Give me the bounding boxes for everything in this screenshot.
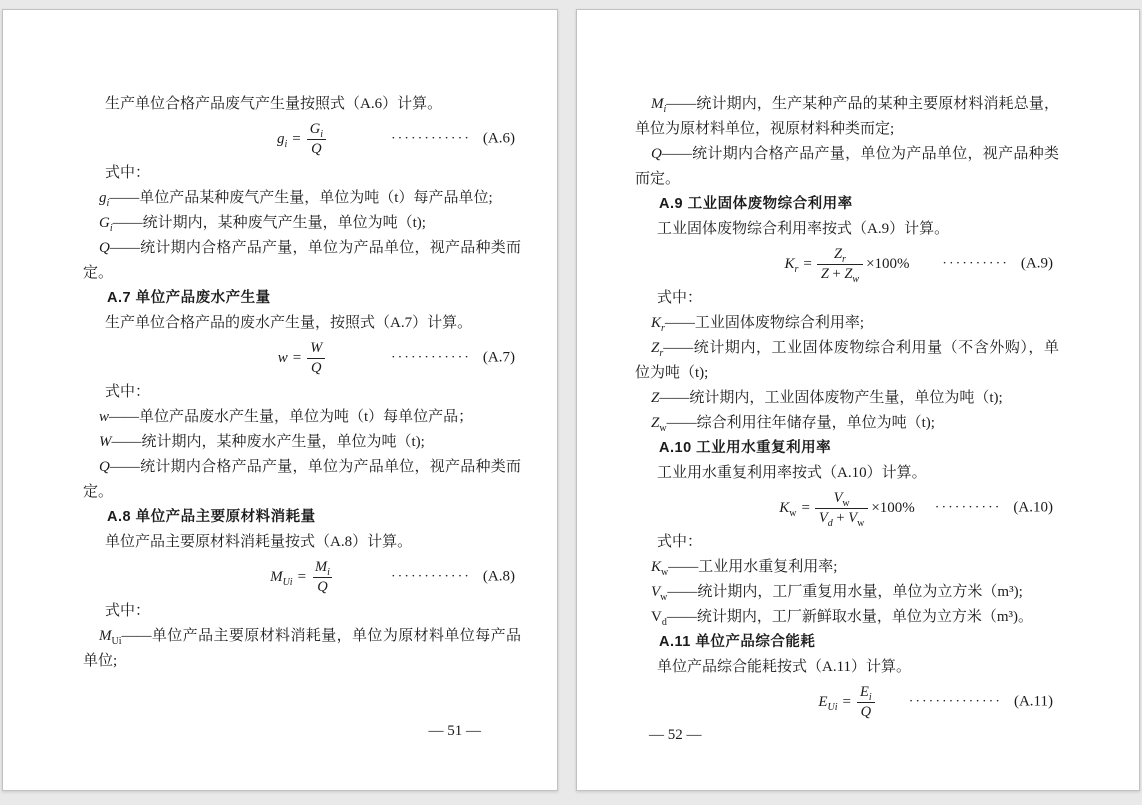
variable-definition: $Z_r——$统计期内，工业固体废物综合利用量（不含外购），单位为吨（t); bbox=[635, 340, 1059, 381]
equals-sign: = bbox=[292, 130, 301, 147]
paragraph: 式中： bbox=[105, 603, 151, 619]
equals-sign: = bbox=[803, 255, 812, 272]
section-heading: A.10 工业用水重复利用率 bbox=[659, 440, 832, 456]
page-number: — 51 — bbox=[428, 723, 481, 739]
fraction-numerator: W bbox=[310, 339, 323, 356]
equation bbox=[779, 490, 915, 527]
paragraph: 式中： bbox=[657, 534, 703, 550]
equation-lhs: $K_w$ bbox=[779, 499, 797, 519]
fraction-denominator: Q bbox=[313, 577, 331, 596]
document-page-52 bbox=[576, 9, 1140, 791]
equation bbox=[278, 340, 327, 377]
variable-definition: Q——统计期内合格产品产量，单位为产品单位，视产品种类而定。 bbox=[635, 146, 1059, 187]
fraction bbox=[815, 490, 868, 527]
fraction-denominator: Q bbox=[307, 358, 325, 377]
paragraph: 生产单位合格产品废气产生量按照式（A.6）计算。 bbox=[105, 96, 443, 112]
fraction bbox=[817, 246, 863, 283]
paragraph: 生产单位合格产品的废水产生量，按照式（A.7）计算。 bbox=[105, 315, 473, 331]
document-page-51 bbox=[2, 9, 558, 791]
variable-definition: $G_i——$统计期内，某种废气产生量，单位为吨（t); bbox=[99, 215, 426, 234]
fraction-numerator: $Z_r$ bbox=[833, 245, 846, 265]
variable-definition: W——统计期内，某种废水产生量，单位为吨（t); bbox=[99, 434, 425, 450]
fraction-numerator: $G_i$ bbox=[309, 120, 323, 140]
equation-suffix: ×100% bbox=[871, 499, 915, 516]
page-number: — 52 — bbox=[649, 727, 702, 743]
variable-definition: w——单位产品废水产生量，单位为吨（t）每单位产品； bbox=[99, 409, 474, 425]
equation-suffix: ×100% bbox=[866, 255, 910, 272]
equation bbox=[818, 684, 875, 721]
fraction bbox=[311, 559, 334, 596]
formula-a-10 bbox=[635, 486, 1059, 530]
variable-definition: $K_w——$工业用水重复利用率; bbox=[651, 559, 838, 578]
formula-tail bbox=[391, 127, 515, 152]
section-heading: A.8 单位产品主要原材料消耗量 bbox=[107, 509, 316, 525]
formula-tail bbox=[909, 690, 1053, 715]
paragraph: 单位产品主要原材料消耗量按式（A.8）计算。 bbox=[105, 534, 413, 550]
variable-definition: Q——统计期内合格产品产量，单位为产品单位，视产品种类而定。 bbox=[83, 240, 521, 281]
fraction bbox=[856, 684, 876, 721]
formula-tail bbox=[942, 252, 1053, 277]
formula-number: (A.8) bbox=[482, 568, 515, 585]
paragraph: 工业固体废物综合利用率按式（A.9）计算。 bbox=[657, 221, 950, 237]
formula-tail bbox=[391, 346, 515, 371]
fraction bbox=[306, 340, 326, 377]
fraction-denominator: Q bbox=[307, 139, 325, 158]
paragraph: 工业用水重复利用率按式（A.10）计算。 bbox=[657, 465, 927, 481]
dot-leader: ············ bbox=[390, 131, 471, 147]
variable-definition: Q——统计期内合格产品产量，单位为产品单位，视产品种类而定。 bbox=[83, 459, 521, 500]
formula-a-11 bbox=[635, 680, 1059, 724]
equation-lhs: $M_{Ui}$ bbox=[270, 568, 293, 588]
paragraph: 式中： bbox=[657, 290, 703, 306]
formula-a-7 bbox=[83, 336, 521, 380]
formula-tail bbox=[935, 496, 1053, 521]
dot-leader: ············ bbox=[390, 350, 471, 366]
fraction-numerator: $E_i$ bbox=[860, 683, 872, 703]
equation-lhs: $g_i$ bbox=[276, 130, 288, 150]
equals-sign: = bbox=[297, 568, 307, 585]
equation bbox=[784, 246, 909, 283]
section-heading: A.9 工业固体废物综合利用率 bbox=[659, 196, 853, 212]
page-content bbox=[83, 92, 521, 674]
formula-a-8 bbox=[83, 555, 521, 599]
variable-definition: $Z_w——$综合利用往年储存量，单位为吨（t); bbox=[651, 415, 935, 434]
fraction-denominator: Q bbox=[857, 702, 875, 721]
variable-definition: $M_{Ui}——$单位产品主要原材料消耗量，单位为原材料单位每产品单位; bbox=[83, 628, 521, 669]
paragraph: 单位产品综合能耗按式（A.11）计算。 bbox=[657, 659, 912, 675]
variable-definition: $g_i——$单位产品某种废气产生量，单位为吨（t）每产品单位; bbox=[99, 190, 493, 209]
variable-definition: $K_r——$工业固体废物综合利用率; bbox=[651, 315, 865, 334]
formula-number: (A.7) bbox=[482, 349, 515, 366]
formula-number: (A.6) bbox=[482, 130, 515, 147]
equation-lhs: $E_{Ui}$ bbox=[818, 693, 838, 713]
formula-a-6 bbox=[83, 117, 521, 161]
fraction-denominator: $V_d + V_w$ bbox=[815, 508, 868, 527]
dot-leader: ············ bbox=[390, 569, 471, 585]
fraction-denominator: $Z + Z_w$ bbox=[817, 264, 863, 283]
formula-tail bbox=[391, 565, 515, 590]
variable-definition: $V_w——$统计期内，工厂重复用水量，单位为立方米（m³); bbox=[651, 584, 1023, 603]
fraction-numerator: $V_w$ bbox=[833, 489, 850, 509]
page-content bbox=[635, 92, 1059, 724]
dot-leader: ·············· bbox=[908, 694, 1002, 710]
formula-a-9 bbox=[635, 242, 1059, 286]
equation-lhs: w bbox=[277, 349, 288, 366]
variable-definition: $M_i——$统计期内，生产某种产品的某种主要原材料消耗总量，单位为原材料单位，视原材料种类而定; bbox=[635, 96, 1059, 137]
equation-lhs: $K_r$ bbox=[784, 255, 799, 275]
formula-number: (A.10) bbox=[1013, 499, 1053, 516]
formula-number: (A.9) bbox=[1020, 255, 1053, 272]
formula-number: (A.11) bbox=[1013, 693, 1053, 710]
paragraph: 式中： bbox=[105, 384, 151, 400]
dot-leader: ·········· bbox=[934, 500, 1002, 516]
equals-sign: = bbox=[292, 349, 302, 366]
equation bbox=[277, 121, 327, 158]
equals-sign: = bbox=[801, 499, 810, 516]
variable-definition: Z——统计期内，工业固体废物产生量，单位为吨（t); bbox=[651, 390, 1003, 406]
section-heading: A.11 单位产品综合能耗 bbox=[659, 634, 816, 650]
section-heading: A.7 单位产品废水产生量 bbox=[107, 290, 271, 306]
equation bbox=[270, 559, 334, 596]
paragraph: 式中： bbox=[105, 165, 151, 181]
variable-definition: $V_d——$统计期内，工厂新鲜取水量，单位为立方米（m³)。 bbox=[651, 609, 1034, 628]
equals-sign: = bbox=[842, 693, 851, 710]
fraction bbox=[306, 121, 327, 158]
dot-leader: ·········· bbox=[942, 256, 1009, 272]
fraction-numerator: $M_i$ bbox=[315, 558, 330, 578]
